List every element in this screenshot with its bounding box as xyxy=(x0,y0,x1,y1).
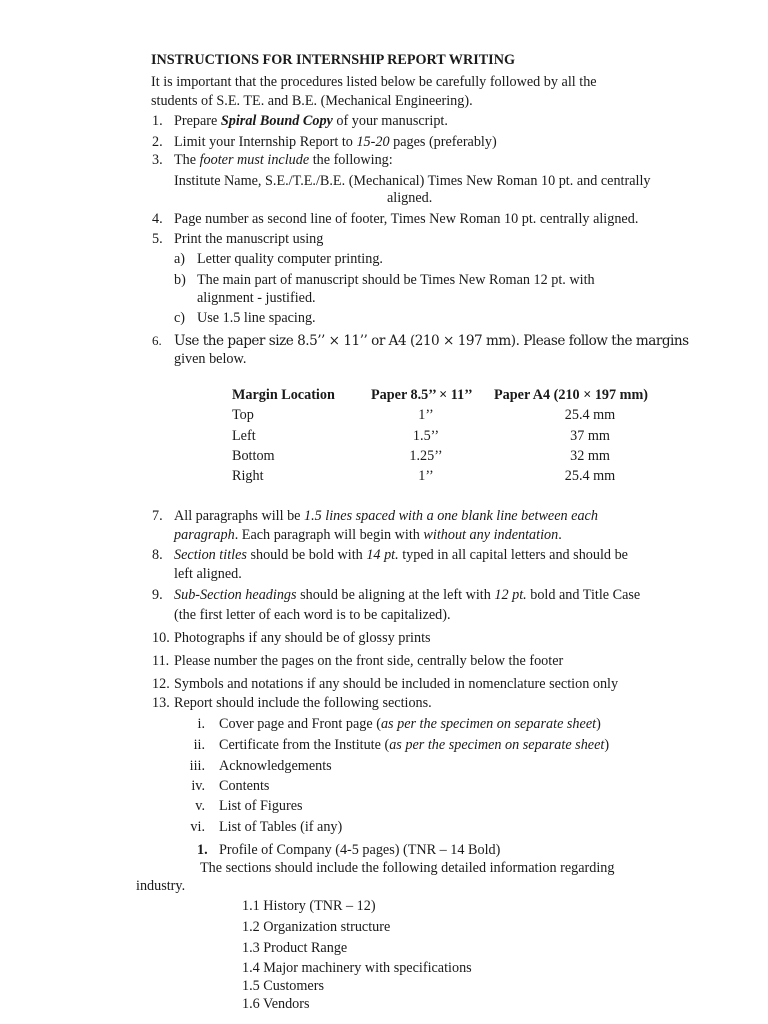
margin-row-bottom-letter: 1.25’’ xyxy=(409,448,443,464)
section-v-text: List of Figures xyxy=(219,798,303,814)
profile-desc-line-1: The sections should include the following detailed information regarding xyxy=(200,860,615,876)
margin-table-header-letter: Paper 8.5’’ × 11’’ xyxy=(371,387,473,403)
margin-row-right-letter: 1’’ xyxy=(418,468,434,484)
item-12-number: 12. xyxy=(152,676,170,692)
item-8-line-1: Section titles should be bold with 14 pt. typed in all capital letters and should be xyxy=(174,547,628,563)
item-3-sub-line-1: Institute Name, S.E./T.E./B.E. (Mechanical) Times New Roman 10 pt. and centrally xyxy=(174,173,651,189)
profile-sub-machinery: 1.4 Major machinery with specifications xyxy=(242,960,472,976)
item-3-sub-line-2: aligned. xyxy=(387,190,433,206)
margin-row-bottom-label: Bottom xyxy=(232,448,275,464)
section-i-number: i. xyxy=(197,716,205,732)
section-i-text: Cover page and Front page (as per the specimen on separate sheet) xyxy=(219,716,601,732)
margin-table-header-location: Margin Location xyxy=(232,387,335,403)
item-5b-label: b) xyxy=(174,272,186,288)
section-vi-text: List of Tables (if any) xyxy=(219,819,343,835)
profile-number: 1. xyxy=(197,842,208,858)
margin-row-left-letter: 1.5’’ xyxy=(412,428,440,444)
margin-row-right-label: Right xyxy=(232,468,264,484)
margin-table-header-a4: Paper A4 (210 × 197 mm) xyxy=(494,387,649,403)
item-5a-text: Letter quality computer printing. xyxy=(197,251,383,267)
item-4-text: Page number as second line of footer, Times New Roman 10 pt. centrally aligned. xyxy=(174,211,639,227)
section-ii-text: Certificate from the Institute (as per the specimen on separate sheet) xyxy=(219,737,610,753)
item-1-number: 1. xyxy=(152,113,163,129)
section-iv-number: iv. xyxy=(191,778,205,794)
item-5b-text-2: alignment - justified. xyxy=(197,290,316,306)
item-5-text: Print the manuscript using xyxy=(174,231,324,247)
item-5c-text: Use 1.5 line spacing. xyxy=(197,310,316,326)
item-5b-text-1: The main part of manuscript should be Times New Roman 12 pt. with xyxy=(197,272,595,288)
margin-row-bottom-a4: 32 mm xyxy=(570,448,610,464)
item-9-line-1: Sub-Section headings should be aligning at the left with 12 pt. bold and Title Case xyxy=(174,587,641,603)
profile-sub-history: 1.1 History (TNR – 12) xyxy=(242,898,376,914)
item-3-text: The footer must include the following: xyxy=(174,152,393,168)
section-iii-text: Acknowledgements xyxy=(219,758,332,774)
item-2-text: Limit your Internship Report to 15-20 pages (preferably) xyxy=(174,134,497,150)
item-1-text: Prepare Spiral Bound Copy of your manuscript. xyxy=(174,113,448,129)
intro-line-1: It is important that the procedures listed below be carefully followed by all the xyxy=(151,74,597,90)
intro-line-2: students of S.E. TE. and B.E. (Mechanical Engineering). xyxy=(151,93,473,109)
margin-row-left-a4: 37 mm xyxy=(570,428,610,444)
page-title: INSTRUCTIONS FOR INTERNSHIP REPORT WRITING xyxy=(151,52,515,68)
margin-row-left-label: Left xyxy=(232,428,256,444)
profile-heading: Profile of Company (4-5 pages) (TNR – 14 Bold) xyxy=(219,842,501,858)
item-13-number: 13. xyxy=(152,695,170,711)
item-8-number: 8. xyxy=(152,547,163,563)
item-13-text: Report should include the following sections. xyxy=(174,695,432,711)
item-7-number: 7. xyxy=(152,508,163,524)
item-11-text: Please number the pages on the front side, centrally below the footer xyxy=(174,653,564,669)
item-10-number: 10. xyxy=(152,630,170,646)
section-vi-number: vi. xyxy=(190,819,205,835)
section-v-number: v. xyxy=(195,798,205,814)
margin-row-top-letter: 1’’ xyxy=(418,407,434,423)
item-2-number: 2. xyxy=(152,134,163,150)
profile-sub-product-range: 1.3 Product Range xyxy=(242,940,348,956)
item-8-line-2: left aligned. xyxy=(174,566,242,582)
item-4-number: 4. xyxy=(152,211,163,227)
item-7-line-2: paragraph. Each paragraph will begin with without any indentation. xyxy=(174,527,562,543)
item-6-number: 6. xyxy=(152,333,162,348)
profile-desc-line-2: industry. xyxy=(136,878,186,894)
item-5c-label: c) xyxy=(174,310,186,326)
item-10-text: Photographs if any should be of glossy prints xyxy=(174,630,431,646)
profile-sub-customers: 1.5 Customers xyxy=(242,978,324,994)
item-6-line-1: Use the paper size 8.5’’ × 11’’ or A4 (210 × 197 mm). Please follow the margins xyxy=(174,333,689,349)
section-ii-number: ii. xyxy=(193,737,205,753)
item-5-number: 5. xyxy=(152,231,163,247)
item-9-line-2: (the first letter of each word is to be capitalized). xyxy=(174,607,451,623)
item-7-line-1: All paragraphs will be 1.5 lines spaced with a one blank line between each xyxy=(174,508,598,524)
margin-row-top-label: Top xyxy=(232,407,254,423)
profile-sub-vendors: 1.6 Vendors xyxy=(242,996,310,1012)
item-12-text: Symbols and notations if any should be included in nomenclature section only xyxy=(174,676,619,692)
profile-sub-organization: 1.2 Organization structure xyxy=(242,919,391,935)
item-5a-label: a) xyxy=(174,251,186,267)
item-3-number: 3. xyxy=(152,152,163,168)
item-11-number: 11. xyxy=(152,653,170,669)
section-iii-number: iii. xyxy=(189,758,205,774)
margin-row-top-a4: 25.4 mm xyxy=(564,407,616,423)
section-iv-text: Contents xyxy=(219,778,270,794)
item-6-line-2: given below. xyxy=(174,351,247,367)
item-9-number: 9. xyxy=(152,587,163,603)
margin-row-right-a4: 25.4 mm xyxy=(564,468,616,484)
